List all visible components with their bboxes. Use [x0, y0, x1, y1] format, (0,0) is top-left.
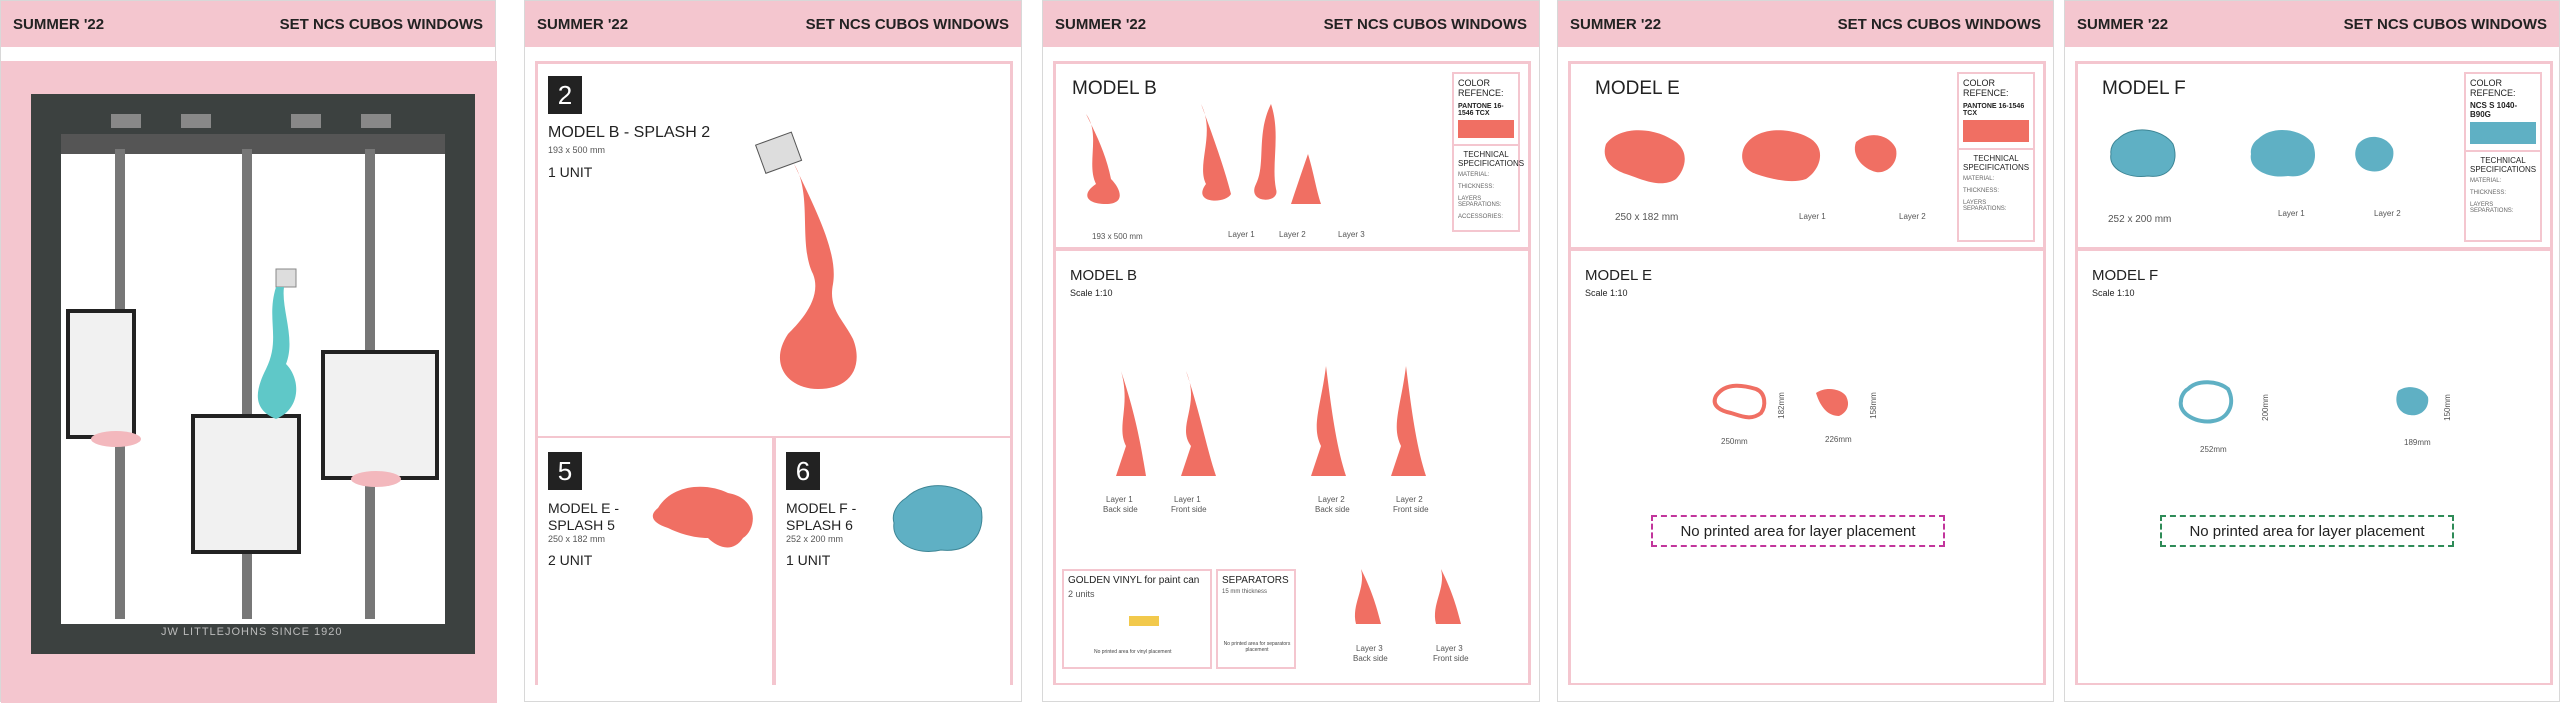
cube-left: [66, 309, 136, 439]
color-reference-panel: [1452, 72, 1525, 232]
tech-spec-title: TECHNICAL SPECIFICATIONS: [1959, 148, 2033, 176]
model-title: MODEL F -: [786, 500, 857, 516]
season-label: SUMMER '22: [1570, 15, 1662, 33]
side-caption: Back side: [1353, 654, 1388, 663]
window-frame: [31, 94, 475, 654]
side-caption: Front side: [1171, 505, 1207, 514]
section-title: MODEL B: [1070, 267, 1137, 284]
dimension-label: 189mm: [2404, 438, 2431, 447]
separators-box: [1216, 569, 1296, 669]
scale-label: Scale 1:10: [1070, 288, 1113, 298]
model-b-layers-illustration: [1076, 94, 1316, 204]
season-label: SUMMER '22: [1055, 15, 1147, 33]
model-units: 1 UNIT: [548, 164, 593, 180]
vinyl-units: 2 units: [1068, 589, 1095, 599]
model-title: MODEL B: [1072, 78, 1157, 99]
spec-accessories: ACCESSORIES:: [1458, 214, 1504, 220]
pink-splash-right: [351, 469, 401, 489]
layer-caption: Layer 1: [1228, 230, 1255, 239]
layer-caption: Layer 2: [1396, 495, 1423, 504]
ref-title: COLOR REFENCE:: [2470, 78, 2516, 98]
page-model-f: [2064, 0, 2560, 702]
pantone-code: PANTONE 16-1546 TCX: [1963, 103, 2025, 117]
layer-caption: Layer 2: [1899, 212, 1926, 221]
spec-thickness: THICKNESS:: [1458, 184, 1495, 190]
model-size: 193 x 500 mm: [548, 145, 606, 155]
model-title-line2: SPLASH 5: [548, 517, 615, 533]
side-caption: Front side: [1393, 505, 1429, 514]
model-size: 250 x 182 mm: [548, 534, 606, 544]
spec-material: MATERIAL:: [2470, 178, 2502, 184]
layer-caption: Layer 2: [1279, 230, 1306, 239]
project-label: SET NCS CUBOS WINDOWS: [805, 15, 1009, 33]
ref-title: COLOR REFENCE:: [1963, 78, 2009, 98]
model-e-overview: [1571, 64, 2043, 247]
dimension-label: 226mm: [1825, 435, 1852, 444]
season-label: SUMMER '22: [537, 15, 629, 33]
model-units: 2 UNIT: [548, 552, 593, 568]
layer-caption: Layer 2: [2374, 209, 2401, 218]
layer-caption: Layer 3: [1356, 644, 1383, 653]
model-b-overview: [1056, 64, 1528, 247]
separators-subtitle: 15 mm thickness: [1222, 589, 1268, 595]
dimension-label: 250mm: [1721, 437, 1748, 446]
model-units: 1 UNIT: [786, 552, 831, 568]
brand-logo-text: JW LITTLEJOHNS SINCE 1920: [161, 626, 343, 638]
dimension-label: 158mm: [1868, 392, 1878, 419]
model-title: MODEL E -: [548, 500, 620, 516]
model-b-layers-scale: [1056, 251, 1528, 683]
spec-thickness: THICKNESS:: [1963, 188, 2000, 194]
dimension-label: 150mm: [2442, 394, 2452, 421]
side-caption: Front side: [1433, 654, 1469, 663]
section-title: MODEL E: [1585, 267, 1652, 284]
model-size: 252 x 200 mm: [786, 534, 844, 544]
model-b-card: [538, 64, 1010, 436]
vinyl-note: No printed area for vinyl placement: [1094, 649, 1172, 655]
layer-caption: Layer 1: [1106, 495, 1133, 504]
side-caption: Back side: [1103, 505, 1138, 514]
golden-vinyl-box: [1062, 569, 1212, 669]
page-header: [525, 1, 1021, 47]
project-label: SET NCS CUBOS WINDOWS: [1323, 15, 1527, 33]
page-header: [1043, 1, 1539, 47]
model-number: 5: [548, 452, 582, 490]
cube-right: [321, 350, 439, 480]
page-header: [2065, 1, 2559, 47]
no-print-area-note: No printed area for layer placement: [1651, 515, 1945, 547]
side-caption: Back side: [1315, 505, 1350, 514]
dimension-label: 200mm: [2260, 394, 2270, 421]
color-swatch: [1963, 120, 2029, 142]
layer-caption: Layer 3: [1436, 644, 1463, 653]
model-e-card: [538, 438, 772, 685]
model-size: 252 x 200 mm: [2108, 214, 2172, 225]
model-e-layers-illustration: [1601, 124, 1901, 194]
page-models-summary: [524, 0, 1022, 702]
model-size: 250 x 182 mm: [1615, 212, 1679, 223]
separators-note: No printed area for separators placement: [1223, 641, 1291, 653]
spec-material: MATERIAL:: [1458, 172, 1490, 178]
layer-caption: Layer 3: [1338, 230, 1365, 239]
page-model-e: [1557, 0, 2054, 702]
spec-layers: LAYERS SEPARATIONS:: [1963, 200, 2007, 212]
layer-caption: Layer 1: [2278, 209, 2305, 218]
ncs-code: NCS S 1040-B90G: [2470, 101, 2518, 119]
page-header: [1558, 1, 2053, 47]
separators-title: SEPARATORS: [1222, 575, 1289, 586]
model-f-card: [776, 438, 1010, 685]
project-label: SET NCS CUBOS WINDOWS: [2343, 15, 2547, 33]
model-e-scale: [1571, 251, 2043, 683]
spec-layers: LAYERS SEPARATIONS:: [1458, 196, 1502, 208]
page-model-b: [1042, 0, 1540, 702]
ref-title: COLOR REFENCE:: [1458, 78, 1504, 98]
pantone-code: PANTONE 16-1546 TCX: [1458, 103, 1504, 117]
pink-splash-left: [91, 429, 141, 449]
season-label: SUMMER '22: [13, 15, 105, 33]
tech-spec-title: TECHNICAL SPECIFICATIONS: [1454, 144, 1518, 172]
layer-caption: Layer 1: [1174, 495, 1201, 504]
tech-spec-title: TECHNICAL SPECIFICATIONS: [2466, 150, 2540, 178]
layer-caption: Layer 2: [1318, 495, 1345, 504]
scale-label: Scale 1:10: [2092, 288, 2135, 298]
page-header: [1, 1, 495, 47]
scale-label: Scale 1:10: [1585, 288, 1628, 298]
section-title: MODEL F: [2092, 267, 2159, 284]
spec-layers: LAYERS SEPARATIONS:: [2470, 202, 2514, 214]
color-swatch: [1458, 120, 1514, 138]
color-reference-panel: [2464, 72, 2542, 242]
model-title: MODEL B - SPLASH 2: [548, 124, 711, 141]
dimension-label: 252mm: [2200, 445, 2227, 454]
model-e-scale-outlines: [1711, 381, 1911, 431]
model-b-splash-image: [758, 134, 868, 394]
color-swatch: [2470, 122, 2536, 144]
model-number: 2: [548, 76, 582, 114]
page-overview: [0, 0, 496, 702]
model-title: MODEL F: [2102, 78, 2186, 99]
cube-center: [191, 414, 301, 554]
project-label: SET NCS CUBOS WINDOWS: [279, 15, 483, 33]
model-f-scale-outlines: [2178, 379, 2448, 439]
layer-3-views: [1346, 569, 1476, 624]
vinyl-title: GOLDEN VINYL for paint can: [1068, 575, 1200, 586]
model-title: MODEL E: [1595, 78, 1680, 99]
layer-views-illustration: [1106, 366, 1486, 476]
layer-caption: Layer 1: [1799, 212, 1826, 221]
model-f-scale: [2078, 251, 2550, 683]
model-f-overview: [2078, 64, 2550, 247]
color-reference-panel: [1957, 72, 2035, 242]
model-f-layers-illustration: [2108, 124, 2398, 194]
spec-thickness: THICKNESS:: [2470, 190, 2507, 196]
model-e-splash-image: [648, 478, 758, 558]
model-f-splash-image: [886, 478, 986, 558]
spec-material: MATERIAL:: [1963, 176, 1995, 182]
teal-splash-illustration: [246, 269, 306, 419]
model-title-line2: SPLASH 6: [786, 517, 853, 533]
project-label: SET NCS CUBOS WINDOWS: [1837, 15, 2041, 33]
dimension-label: 182mm: [1776, 392, 1786, 419]
season-label: SUMMER '22: [2077, 15, 2169, 33]
vinyl-shape: [1129, 616, 1159, 626]
no-print-area-note: No printed area for layer placement: [2160, 515, 2454, 547]
model-number: 6: [786, 452, 820, 490]
model-size: 193 x 500 mm: [1092, 232, 1143, 241]
